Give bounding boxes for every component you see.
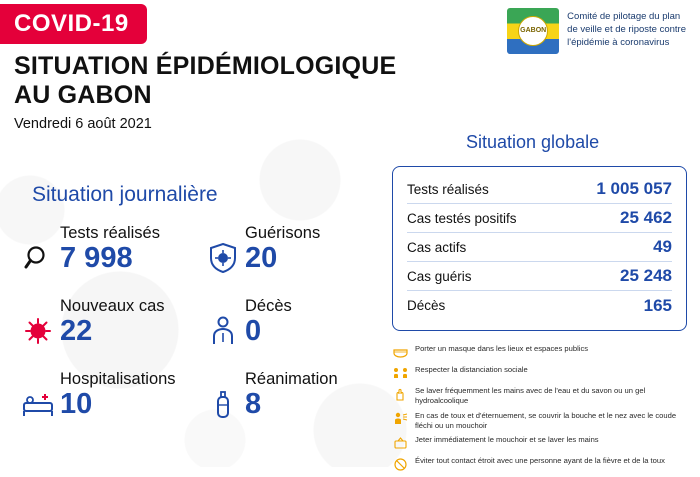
global-row <box>407 175 672 204</box>
magnifier-icon <box>22 242 54 274</box>
global-stats-panel <box>392 166 687 331</box>
stat-deces <box>199 295 384 368</box>
cough-icon <box>392 411 408 427</box>
global-row-label: Tests réalisés <box>407 181 489 197</box>
page-title-line-2: AU GABON <box>14 80 152 109</box>
global-row-value: 25 248 <box>620 266 672 285</box>
stat-label: Hospitalisations <box>60 370 176 388</box>
global-row-value: 165 <box>643 295 672 315</box>
global-row <box>407 233 672 262</box>
advice-text: Porter un masque dans les lieux et espaces publics <box>415 344 589 353</box>
org-line-1: Comité de pilotage du plan <box>567 11 681 22</box>
person-deceased-icon <box>207 315 239 347</box>
stat-value: 8 <box>245 388 262 421</box>
daily-stats-row <box>14 295 384 368</box>
daily-section-title: Situation journalière <box>32 183 218 206</box>
stat-value: 22 <box>60 315 93 348</box>
organization-block <box>507 8 686 54</box>
org-line-3: l'épidémie à coronavirus <box>567 36 670 48</box>
stat-label: Guérisons <box>245 224 321 242</box>
virus-icon <box>22 315 54 347</box>
stat-label: Nouveaux cas <box>60 297 165 315</box>
global-row-label: Cas guéris <box>407 268 472 284</box>
global-row <box>407 291 672 320</box>
hospital-bed-icon <box>22 388 54 420</box>
stat-value: 20 <box>245 242 278 275</box>
advice-item <box>392 386 692 406</box>
global-row-label: Cas testés positifs <box>407 210 517 226</box>
global-row-value: 1 005 057 <box>596 179 672 198</box>
stat-label: Décès <box>245 297 292 315</box>
shield-virus-icon <box>207 242 239 274</box>
advice-text: Jeter immédiatement le mouchoir et se laver les mains <box>415 435 599 445</box>
global-row-label: Cas actifs <box>407 239 467 255</box>
advice-text: Se laver fréquemment les mains avec de l'eau et du savon ou un gel hydroalcoolique <box>415 386 646 405</box>
daily-stats-row <box>14 368 384 441</box>
advice-item <box>392 411 692 431</box>
oxygen-tank-icon <box>207 388 239 420</box>
global-row-label: Décès <box>407 298 446 313</box>
global-row <box>407 262 672 291</box>
page-title <box>14 52 396 109</box>
stat-value: 10 <box>60 388 93 421</box>
organization-text <box>567 8 686 49</box>
org-line-2: de veille et de riposte contre <box>567 23 686 35</box>
tissue-icon <box>392 435 408 451</box>
global-row-value: 25 462 <box>620 208 672 227</box>
handwash-icon <box>392 386 408 402</box>
daily-stats-row <box>14 222 384 295</box>
advice-item <box>392 435 692 451</box>
stat-label: Tests réalisés <box>60 224 160 242</box>
stat-value: 7 998 <box>60 242 133 275</box>
gabon-emblem-icon <box>507 8 559 54</box>
no-contact-icon <box>392 456 408 472</box>
advice-list <box>392 344 692 477</box>
advice-item <box>392 365 692 381</box>
stat-label: Réanimation <box>245 370 338 388</box>
report-date: Vendredi 6 août 2021 <box>14 116 152 132</box>
advice-text: Respecter la distanciation sociale <box>415 365 528 374</box>
daily-stats-grid <box>14 222 384 441</box>
stat-hospitalisations <box>14 368 199 441</box>
mask-icon <box>392 344 408 360</box>
global-row-value: 49 <box>653 237 672 256</box>
stat-reanimation <box>199 368 384 441</box>
emblem-seal: GABON <box>518 16 548 46</box>
global-row <box>407 204 672 233</box>
page-title-line-1: SITUATION ÉPIDÉMIOLOGIQUE <box>14 52 397 80</box>
global-section-title: Situation globale <box>466 132 600 152</box>
stat-value: 0 <box>245 315 262 348</box>
covid-badge: COVID-19 <box>0 4 147 44</box>
advice-item <box>392 456 692 472</box>
stat-tests-realises <box>14 222 199 295</box>
stat-nouveaux-cas <box>14 295 199 368</box>
stat-guerisons <box>199 222 384 295</box>
advice-text: Éviter tout contact étroit avec une personne ayant de la fièvre et de la toux <box>415 456 665 466</box>
advice-text: En cas de toux et d'éternuement, se couvrir la bouche et le nez avec le coude fléchi ou un mouchoir <box>415 410 677 430</box>
distance-icon <box>392 365 408 381</box>
advice-item <box>392 344 692 360</box>
